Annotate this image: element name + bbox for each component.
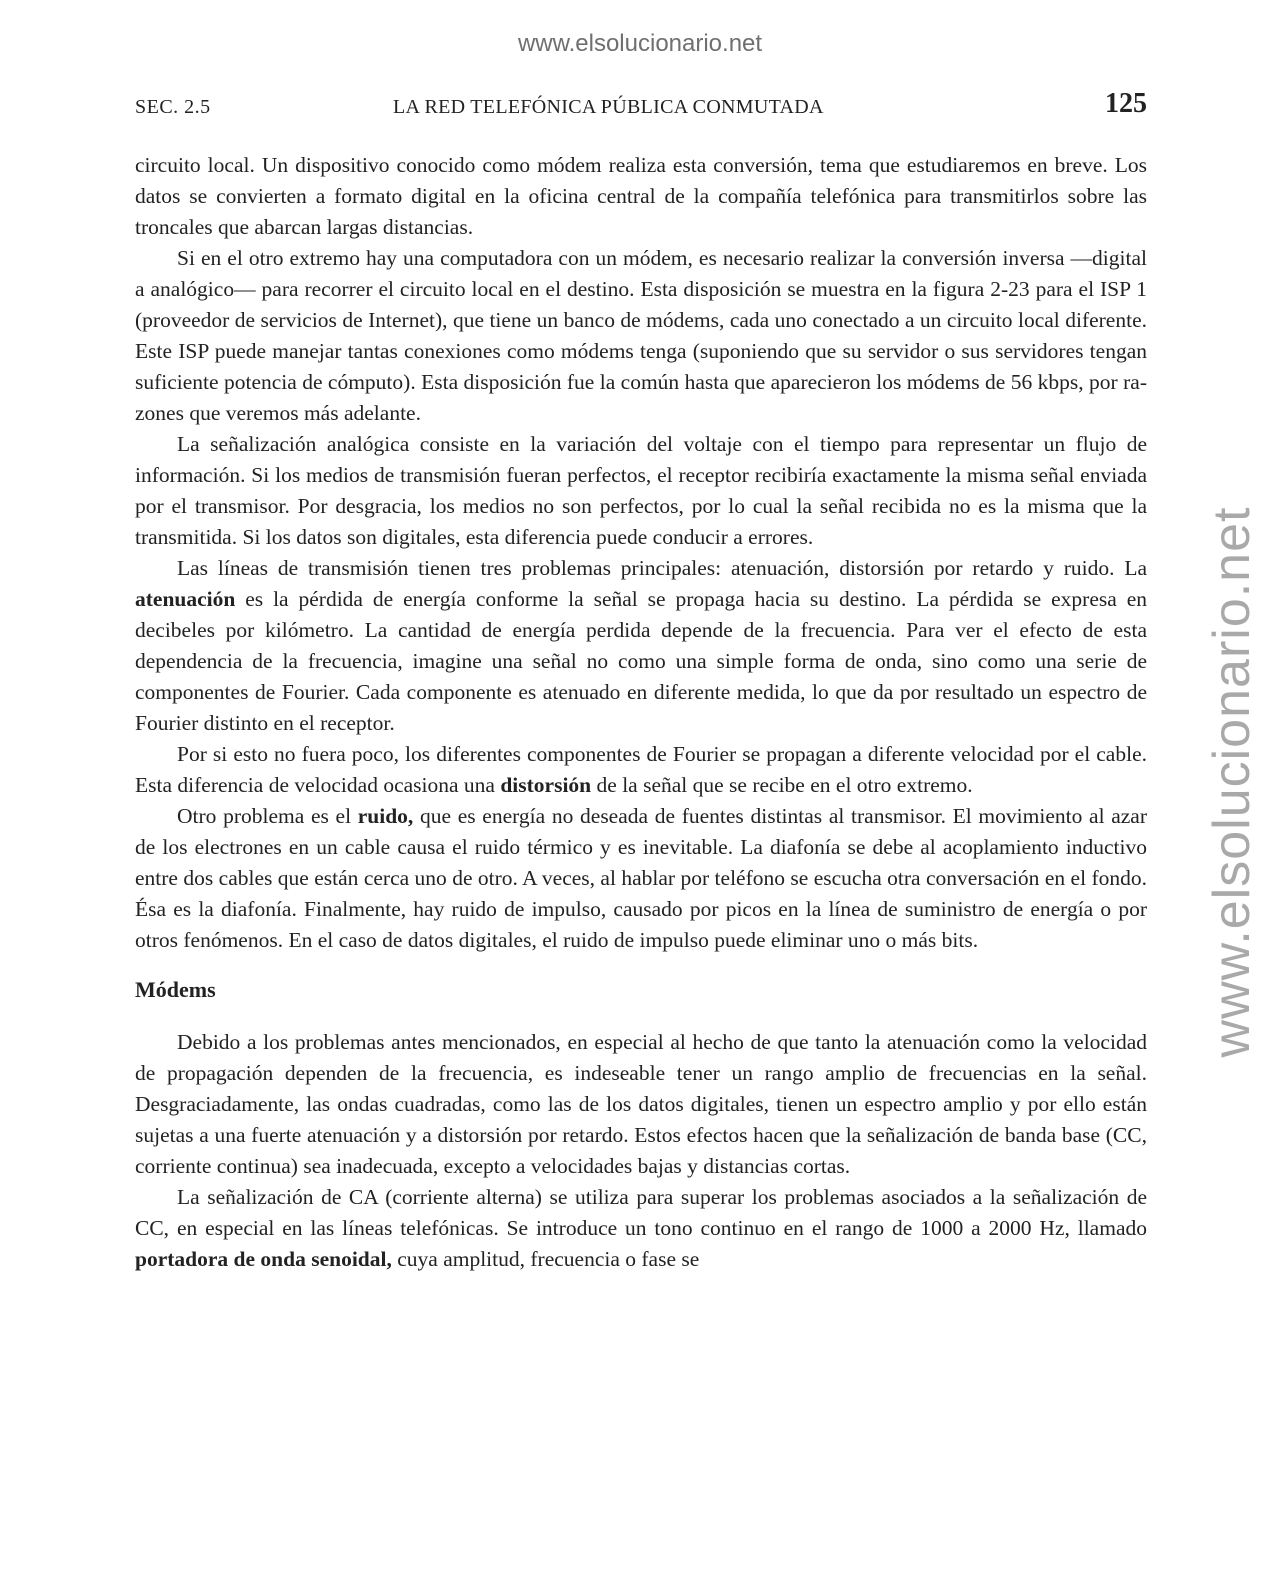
term-ruido: ruido, [357,804,414,828]
paragraph: Debido a los problemas antes mencionados, en especial al hecho de que tanto la atenuación como la velocidad de propagación dependen de la frecuencia, es indeseable tener un rango amplio de frecuencias en la señal. Desgraciadamente, las ondas cuadradas, como las de los datos digitales, tienen un espectro amplio y por ello están sujetas a una fuerte atenuación y a distorsión por retardo. Estos efectos hacen que la señalización de banda base (CC, corriente continua) sea inadecuada, excepto a velocidades bajas y distancias cortas. [135,1030,1147,1178]
paragraph: circuito local. Un dispositivo conocido como módem realiza esta conversión, tema que estudiaremos en breve. Los datos se convierten a formato digital en la oficina central de la compañía telefónica para transmitirlos sobre las troncales que abarcan largas distancias. [135,153,1147,239]
section-number: SEC. 2.5 [135,96,211,118]
term-portadora: portadora de onda senoidal, [135,1247,392,1271]
paragraph-text: cuya amplitud, frecuencia o fase se [391,1247,700,1271]
paragraph-text: que es energía no deseada de fuentes distintas al transmisor. El movimiento al azar de los electrones en un cable causa el ruido térmico y es inevitable. La diafonía se debe al acoplamiento inductivo entre dos cables que están cerca uno de otro. A veces, al hablar por teléfono se escucha otra conversación en el fondo. Ésa es la diafonía. Finalmente, hay ruido de impulso, causado por picos en la línea de suministro de energía o por otros fenómenos. En el caso de datos digitales, el ruido de impulso puede eliminar uno o más bits. [135,804,1148,952]
chapter-title: LA RED TELEFÓNICA PÚBLICA CONMUTADA [393,96,824,118]
term-atenuacion: atenuación [135,587,236,611]
paragraph [135,739,1147,801]
page-number: 125 [1105,88,1147,119]
paragraph-text: La señalización de CA (corriente alterna) se utiliza para superar los problemas asociados a la señalización de CC, en especial en las líneas telefónicas. Se introduce un tono continuo en el rango de 1000 a 2000 Hz, llamado [135,1185,1147,1240]
paragraph [135,1182,1147,1275]
paragraph: La señalización analógica consiste en la variación del voltaje con el tiempo para representar un flujo de información. Si los medios de transmisión fueran perfectos, el receptor recibiría exactamente la misma señal enviada por el transmisor. Por desgracia, los medios no son perfectos, por lo cual la señal recibida no es la misma que la transmitida. Si los datos son digitales, esta diferencia puede conducir a errores. [135,432,1147,549]
paragraph [135,801,1147,956]
paragraph-text: es la pérdida de energía conforme la señal se propaga hacia su destino. La pérdida se expresa en decibeles por kilómetro. La cantidad de energía perdida depende de la frecuencia. Para ver el efecto de esta dependencia de la frecuencia, imagine una señal no como una simple forma de onda, sino como una serie de componentes de Fourier. Cada componente es atenuado en diferente medida, lo que da por resultado un espectro de Fourier distinto en el receptor. [135,587,1147,735]
watermark-top: www.elsolucionario.net [517,30,763,57]
paragraph-text: Por si esto no fuera poco, los diferentes componentes de Fourier se propagan a diferente velocidad por el cable. Esta diferencia de velocidad ocasiona una [135,742,1147,797]
term-distorsion: distorsión [500,773,592,797]
page-body [135,150,1147,1275]
watermark-side: www.elsolucionario.net [1203,506,1261,1058]
running-header [135,88,1147,128]
paragraph: Si en el otro extremo hay una computadora con un módem, es necesario realizar la conversión inversa —digital a analógico— para recorrer el circuito local en el destino. Esta disposición se muestra en la figura 2-23 para el ISP 1 (proveedor de servicios de Internet), que tiene un banco de módems, cada uno conectado a un circuito local diferente. Este ISP puede manejar tantas conexiones como módems tenga (suponiendo que su servidor o sus servidores tengan suficiente potencia de cómputo). Esta disposición fue la común hasta que aparecieron los módems de 56 kbps, por razones que veremos más adelante. [135,246,1147,425]
paragraph-text: Las líneas de transmisión tienen tres problemas principales: atenuación, distorsión por retardo y ruido. La [177,556,1147,580]
section-heading: Módems [135,977,216,1002]
paragraph-text: Otro problema es el [177,804,358,828]
paragraph [135,553,1147,739]
paragraph-text: de la señal que se recibe en el otro extremo. [591,773,973,797]
